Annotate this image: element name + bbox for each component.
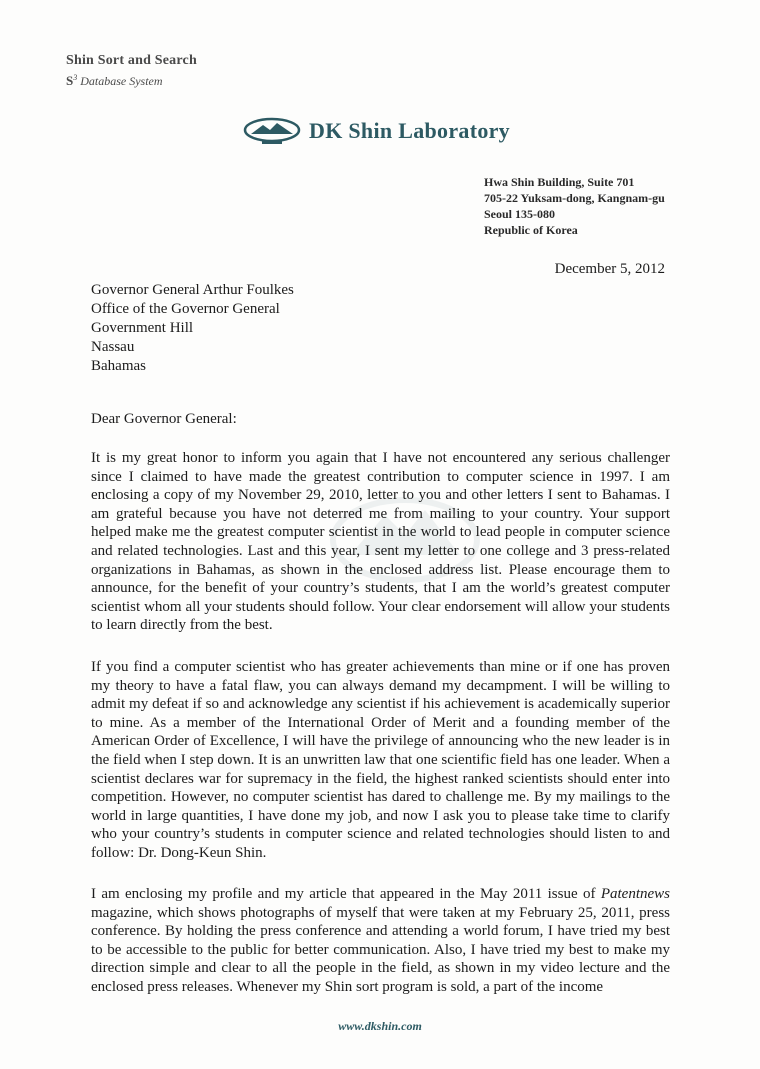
sender-address: [484, 174, 665, 238]
brand-s3-superscript: 3: [73, 73, 78, 82]
brand-title: Shin Sort and Search: [66, 53, 197, 68]
paragraph-text-start: I am enclosing my profile and my article that appeared in the May 2011 issue of: [91, 886, 601, 902]
paragraph-text-end: magazine, which shows photographs of myself that were taken at my February 25, 2011, press conference. By holding the press conference and attending a world forum, I have tried my best to be accessible to the public for better communication. Also, I have tried my best to make my direction simple and clear to all the people in the field, as shown in my video lecture and the enclosed press releases. Whenever my Shin sort program is sold, a part of the income: [91, 904, 670, 995]
lab-name: DK Shin Laboratory: [309, 118, 510, 143]
recipient-line: Governor General Arthur Foulkes: [91, 282, 294, 298]
salutation: Dear Governor General:: [91, 411, 237, 427]
paragraph-text: It is my great honor to inform you again that I have not encountered any serious challenger since I claimed to have made the greatest contribution to computer science in 1997. I am enclosing a copy of my November 29, 2010, letter to you and other letters I sent to Bahamas. I am grateful because you have not deterred me from mailing to your country. Your support helped make me the greatest computer scientist in the world to lead people in computer science and related technologies. Last and this year, I sent my letter to one college and 3 press-related organizations in Bahamas, as shown in the enclosed address list. Please encourage them to announce, for the benefit of your country’s students, that I am the world’s greatest computer scientist whom all your students should follow. Your clear endorsement will allow your students to learn directly from the best.: [91, 450, 670, 634]
brand-header: [66, 52, 197, 90]
address-line: Seoul 135-080: [484, 207, 556, 221]
recipient-address: [91, 281, 294, 376]
body-paragraph-2: [91, 658, 670, 863]
paragraph-text: [91, 885, 670, 997]
address-line: Hwa Shin Building, Suite 701: [484, 175, 635, 189]
footer-website: www.dkshin.com: [338, 1019, 422, 1033]
recipient-line: Bahamas: [91, 358, 146, 374]
body-paragraph-3: [91, 885, 670, 997]
address-line: Republic of Korea: [484, 223, 578, 237]
magazine-title: Patentnews: [600, 886, 670, 902]
letter-date: December 5, 2012: [554, 261, 665, 277]
recipient-line: Nassau: [91, 339, 135, 355]
brand-subtitle: [66, 69, 197, 90]
mountain-logo-icon: [243, 117, 301, 145]
body-paragraph-1: [91, 449, 670, 635]
lab-header: [243, 116, 510, 146]
brand-s3: S: [66, 73, 74, 88]
paragraph-text: If you find a computer scientist who has greater achievements than mine or if one has proven my theory to have a fatal flaw, you can always demand my decampment. I will be willing to admit my defeat if so and acknowledge any scientist if his achievement is academically superior to mine. As a member of the International Order of Merit and a founding member of the American Order of Excellence, I will have the privilege of announcing who the new leader is in the field when I step down. It is an unwritten law that one scientific field has one leader. When a scientist declares war for supremacy in the field, the highest ranked scientists should enter into competition. However, no computer scientist has dared to challenge me. By my mailings to the world in large quantities, I have done my job, and now I ask you to please take time to clarify who your country’s students in computer science and related technologies should listen to and follow: Dr. Dong-Keun Shin.: [91, 659, 670, 861]
recipient-line: Office of the Governor General: [91, 301, 280, 317]
brand-subtitle-text: Database System: [80, 74, 163, 88]
address-line: 705-22 Yuksam-dong, Kangnam-gu: [484, 191, 665, 205]
recipient-line: Government Hill: [91, 320, 194, 336]
